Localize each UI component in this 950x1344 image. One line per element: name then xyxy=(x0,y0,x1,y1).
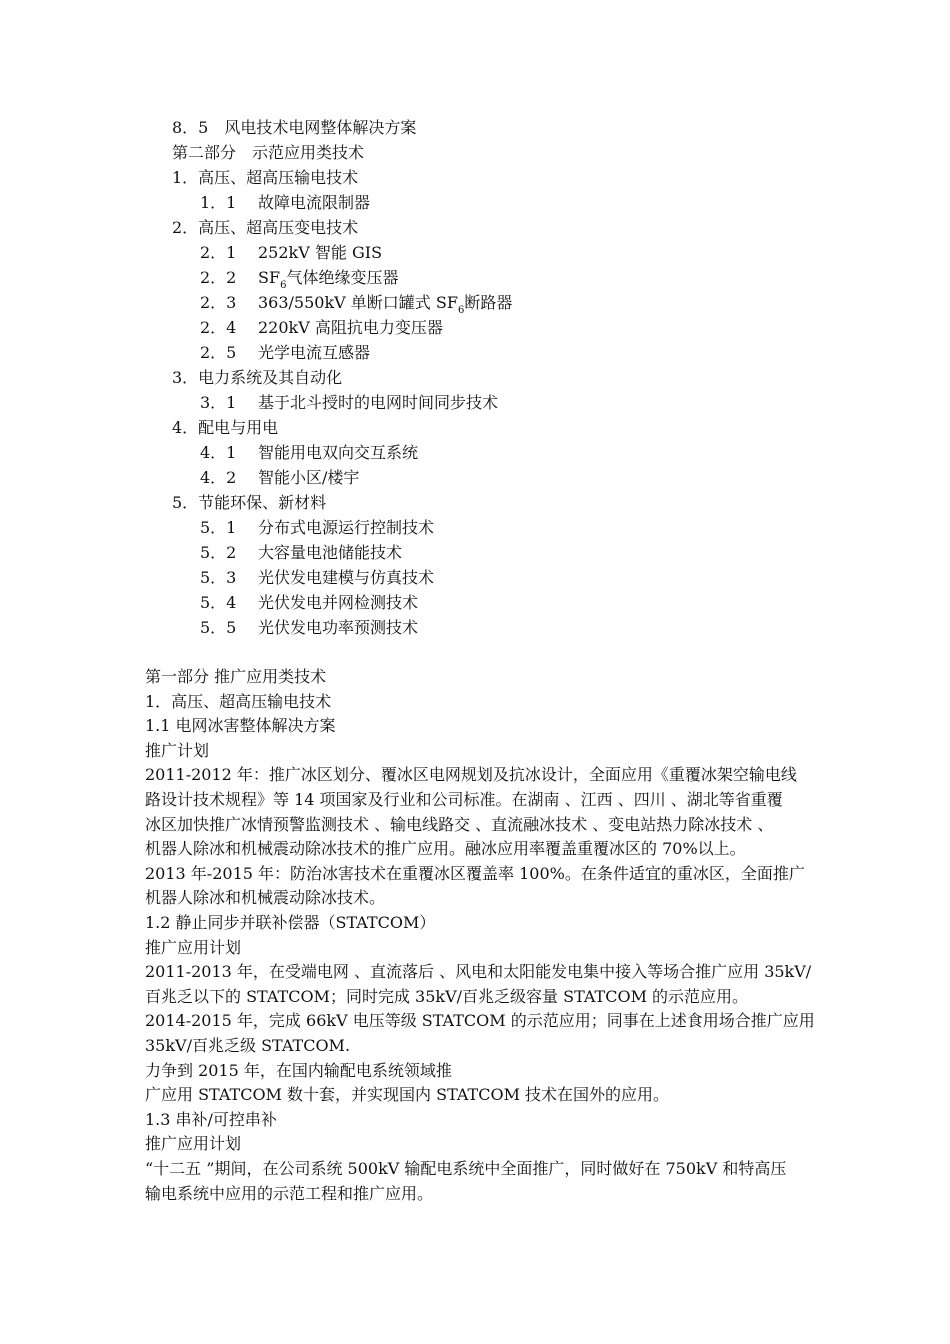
toc-number: 2．2 xyxy=(200,268,237,287)
toc-number: 5．2 xyxy=(200,543,237,562)
toc-subsection-line xyxy=(200,518,434,538)
body-text-line: 1．高压、超高压输电技术 xyxy=(145,691,332,711)
toc-section-line xyxy=(172,143,364,163)
body-text-line: 推广应用计划 xyxy=(145,937,242,957)
toc-title-part: SF xyxy=(258,268,281,287)
toc-title: 4．配电与用电 xyxy=(172,418,279,437)
toc-title: 光伏发电并网检测技术 xyxy=(258,593,419,612)
toc-title: 220kV 高阻抗电力变压器 xyxy=(258,318,443,337)
subscript: 6 xyxy=(457,305,465,316)
toc-title: 智能用电双向交互系统 xyxy=(258,443,419,462)
toc-subsection-line xyxy=(200,193,370,213)
body-text-line: 广应用 STATCOM 数十套，并实现国内 STATCOM 技术在国外的应用。 xyxy=(145,1085,670,1105)
toc-subsection-line xyxy=(200,318,443,338)
toc-title: 252kV 智能 GIS xyxy=(258,243,383,262)
body-text-line: 力争到 2015 年，在国内输配电系统领域推 xyxy=(145,1060,452,1080)
toc-subsection-line xyxy=(200,343,370,363)
toc-title: 光伏发电功率预测技术 xyxy=(258,618,419,637)
body-text-line: 机器人除冰和机械震动除冰技术。 xyxy=(145,888,386,908)
toc-title-part: 363/550kV 单断口罐式 SF xyxy=(258,293,458,312)
body-text-line: 冰区加快推广冰情预警监测技术 、输电线路交 、直流融冰技术 、变电站热力除冰技术 、 xyxy=(145,814,774,834)
body-text-line: 1.1 电网冰害整体解决方案 xyxy=(145,716,336,736)
body-text-line: 路设计技术规程》等 14 项国家及行业和公司标准。在湖南 、江西 、四川 、湖北等省重覆 xyxy=(145,790,783,809)
toc-title: 光伏发电建模与仿真技术 xyxy=(258,568,435,587)
toc-subsection-line xyxy=(200,443,418,463)
toc-title: 故障电流限制器 xyxy=(258,193,371,212)
toc-title: 5．节能环保、新材料 xyxy=(172,493,327,512)
body-text-line: 1.3 串补/可控串补 xyxy=(145,1109,277,1129)
toc-subsection-line xyxy=(200,293,513,316)
toc-section-line xyxy=(172,493,326,513)
toc-subsection-line xyxy=(200,243,382,263)
toc-number: 5．1 xyxy=(200,518,237,537)
toc-title: 第二部分 示范应用类技术 xyxy=(172,143,365,162)
body-text-line: 第一部分 推广应用类技术 xyxy=(145,667,327,686)
toc-subsection-line xyxy=(200,543,402,563)
toc-title: 3．电力系统及其自动化 xyxy=(172,368,343,387)
body-text-line: 推广应用计划 xyxy=(145,1134,242,1154)
toc-number: 5．4 xyxy=(200,593,237,612)
toc-title: 8．5 风电技术电网整体解决方案 xyxy=(172,118,417,137)
toc-title: 1．高压、超高压输电技术 xyxy=(172,168,359,187)
toc-section-line xyxy=(172,168,358,188)
toc-title: 光学电流互感器 xyxy=(258,343,371,362)
toc-title: 分布式电源运行控制技术 xyxy=(258,518,435,537)
toc-number: 4．1 xyxy=(200,443,237,462)
toc-subsection-line xyxy=(200,468,359,488)
toc-subsection-line xyxy=(200,393,498,413)
toc-section-line xyxy=(172,218,358,238)
body-text-line: 推广计划 xyxy=(145,740,210,760)
toc-subsection-line xyxy=(200,618,418,638)
toc-title: 2．高压、超高压变电技术 xyxy=(172,218,359,237)
toc-section-line xyxy=(172,418,278,438)
toc-number: 5．3 xyxy=(200,568,237,587)
toc-number: 2．1 xyxy=(200,243,237,262)
toc-subsection-line xyxy=(200,593,418,613)
toc-title-part: 断路器 xyxy=(464,293,513,312)
body-text-line: 1.2 静止同步并联补偿器（STATCOM） xyxy=(145,913,436,932)
toc-number: 2．5 xyxy=(200,343,237,362)
body-text-line: 2013 年-2015 年：防治冰害技术在重覆冰区覆盖率 100%。在条件适宜的重冰区，全面推广 xyxy=(145,863,805,883)
toc-number: 2．4 xyxy=(200,318,237,337)
subscript: 6 xyxy=(280,280,287,291)
toc-section-line xyxy=(172,118,416,138)
body-text-line: “十二五 ”期间，在公司系统 500kV 输配电系统中全面推广，同时做好在 750kV 和特高压 xyxy=(145,1159,787,1178)
body-text-line: 35kV/百兆乏级 STATCOM. xyxy=(145,1036,351,1055)
body-text-line: 百兆乏以下的 STATCOM；同时完成 35kV/百兆乏级容量 STATCOM 的示范应用。 xyxy=(145,986,749,1006)
body-text-line: 2011-2012 年：推广冰区划分、覆冰区电网规划及抗冰设计，全面应用《重覆冰架空输电线 xyxy=(145,765,797,785)
toc-title-part: 气体绝缘变压器 xyxy=(286,268,399,287)
toc-title: 智能小区/楼宇 xyxy=(258,468,360,487)
toc-number: 5．5 xyxy=(200,618,237,637)
body-text-line: 输电系统中应用的示范工程和推广应用。 xyxy=(145,1183,434,1203)
toc-number: 2．3 xyxy=(200,293,237,312)
toc-section-line xyxy=(172,368,342,388)
toc-number: 1．1 xyxy=(200,193,237,212)
body-text-line: 2014-2015 年，完成 66kV 电压等级 STATCOM 的示范应用；同事在上述食用场合推广应用 xyxy=(145,1011,815,1031)
toc-title: 基于北斗授时的电网时间同步技术 xyxy=(258,393,499,412)
toc-number: 3．1 xyxy=(200,393,237,412)
toc-number: 4．2 xyxy=(200,468,237,487)
body-text-line: 机器人除冰和机械震动除冰技术的推广应用。融冰应用率覆盖重覆冰区的 70%以上。 xyxy=(145,839,746,859)
toc-subsection-line xyxy=(200,568,434,588)
toc-subsection-line xyxy=(200,268,399,291)
body-text-line: 2011-2013 年，在受端电网 、直流落后 、风电和太阳能发电集中接入等场合推广应用 35kV/ xyxy=(145,962,812,982)
toc-title: 大容量电池储能技术 xyxy=(258,543,403,562)
